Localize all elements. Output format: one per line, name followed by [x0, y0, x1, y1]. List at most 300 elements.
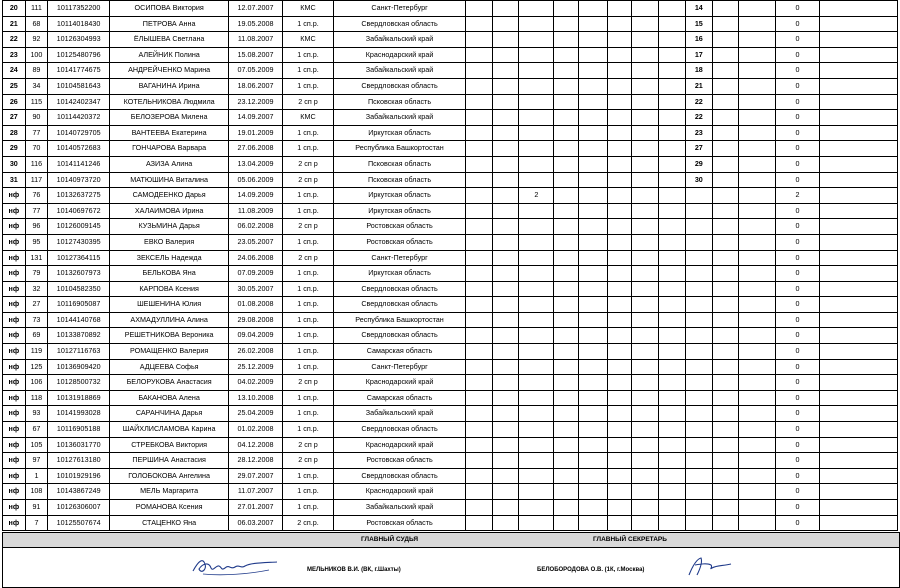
cell-region: Ростовская область — [334, 515, 466, 531]
cell-score-2 — [492, 500, 519, 516]
cell-license-id: 10116905087 — [48, 297, 110, 313]
cell-total: 0 — [776, 63, 819, 79]
cell-region: Самарская область — [334, 390, 466, 406]
cell-start-number: 70 — [25, 141, 48, 157]
cell-start-number: 117 — [25, 172, 48, 188]
cell-extra-1 — [712, 344, 739, 360]
cell-birth-date: 09.04.2009 — [229, 328, 282, 344]
cell-score-8 — [659, 219, 686, 235]
cell-birth-date: 12.07.2007 — [229, 1, 282, 17]
cell-extra-1 — [712, 172, 739, 188]
cell-final-place — [685, 437, 712, 453]
cell-score-3 — [519, 110, 554, 126]
cell-total: 0 — [776, 16, 819, 32]
cell-score-4 — [554, 406, 579, 422]
cell-rank: 1 сп.р. — [282, 63, 333, 79]
cell-score-3 — [519, 484, 554, 500]
cell-total: 0 — [776, 172, 819, 188]
cell-final-place: 22 — [685, 94, 712, 110]
cell-extra-2 — [739, 375, 776, 391]
cell-region: Ростовская область — [334, 219, 466, 235]
cell-note — [819, 328, 897, 344]
cell-region: Забайкальский край — [334, 500, 466, 516]
cell-score-7 — [632, 219, 659, 235]
table-row — [3, 78, 898, 94]
cell-score-5 — [579, 141, 608, 157]
cell-score-4 — [554, 125, 579, 141]
cell-score-1 — [465, 468, 492, 484]
cell-start-number: 119 — [25, 344, 48, 360]
cell-score-2 — [492, 250, 519, 266]
cell-license-id: 10126009145 — [48, 219, 110, 235]
cell-extra-2 — [739, 437, 776, 453]
cell-score-6 — [607, 94, 632, 110]
cell-score-8 — [659, 16, 686, 32]
cell-score-6 — [607, 16, 632, 32]
cell-rank: 1 сп.р. — [282, 141, 333, 157]
cell-athlete-name: БАКАНОВА Алена — [109, 390, 228, 406]
cell-score-1 — [465, 406, 492, 422]
cell-score-5 — [579, 78, 608, 94]
cell-start-number: 32 — [25, 281, 48, 297]
cell-score-7 — [632, 281, 659, 297]
cell-extra-1 — [712, 16, 739, 32]
cell-extra-1 — [712, 234, 739, 250]
cell-total: 0 — [776, 468, 819, 484]
cell-score-6 — [607, 266, 632, 282]
cell-athlete-name: СТАЦЕНКО Яна — [109, 515, 228, 531]
cell-total: 0 — [776, 250, 819, 266]
cell-score-7 — [632, 16, 659, 32]
secretary-name: БЕЛОБОРОДОВА О.В. (1К, г.Москва) — [537, 567, 645, 573]
cell-extra-1 — [712, 468, 739, 484]
cell-score-6 — [607, 344, 632, 360]
cell-score-4 — [554, 219, 579, 235]
cell-score-8 — [659, 312, 686, 328]
cell-extra-2 — [739, 1, 776, 17]
cell-final-place — [685, 422, 712, 438]
cell-score-5 — [579, 312, 608, 328]
cell-score-3 — [519, 219, 554, 235]
cell-score-7 — [632, 250, 659, 266]
cell-score-6 — [607, 359, 632, 375]
cell-athlete-name: ХАЛАИМОВА Ирина — [109, 203, 228, 219]
cell-place: 26 — [3, 94, 26, 110]
cell-place: нф — [3, 328, 26, 344]
cell-extra-2 — [739, 172, 776, 188]
cell-score-8 — [659, 78, 686, 94]
cell-extra-1 — [712, 188, 739, 204]
cell-place: 21 — [3, 16, 26, 32]
cell-extra-1 — [712, 219, 739, 235]
cell-start-number: 115 — [25, 94, 48, 110]
cell-rank: 2 сп р — [282, 453, 333, 469]
cell-score-8 — [659, 250, 686, 266]
cell-score-7 — [632, 32, 659, 48]
cell-extra-1 — [712, 500, 739, 516]
cell-score-8 — [659, 468, 686, 484]
table-row — [3, 468, 898, 484]
cell-note — [819, 281, 897, 297]
cell-score-8 — [659, 203, 686, 219]
table-row — [3, 203, 898, 219]
cell-score-5 — [579, 437, 608, 453]
cell-athlete-name: АЛЕЙНИК Полина — [109, 47, 228, 63]
cell-place: нф — [3, 422, 26, 438]
cell-extra-1 — [712, 359, 739, 375]
cell-score-3: 2 — [519, 188, 554, 204]
table-row — [3, 500, 898, 516]
cell-license-id: 10127613180 — [48, 453, 110, 469]
cell-score-5 — [579, 468, 608, 484]
cell-extra-1 — [712, 266, 739, 282]
cell-license-id: 10126306007 — [48, 500, 110, 516]
table-row — [3, 234, 898, 250]
cell-final-place — [685, 515, 712, 531]
cell-score-5 — [579, 94, 608, 110]
cell-extra-1 — [712, 390, 739, 406]
cell-total: 0 — [776, 32, 819, 48]
cell-total: 0 — [776, 453, 819, 469]
cell-score-4 — [554, 250, 579, 266]
cell-extra-1 — [712, 63, 739, 79]
cell-birth-date: 15.08.2007 — [229, 47, 282, 63]
cell-note — [819, 156, 897, 172]
cell-note — [819, 453, 897, 469]
cell-score-7 — [632, 172, 659, 188]
cell-athlete-name: ПЕРШИНА Анастасия — [109, 453, 228, 469]
cell-place: нф — [3, 453, 26, 469]
cell-note — [819, 468, 897, 484]
cell-score-1 — [465, 500, 492, 516]
table-row — [3, 453, 898, 469]
cell-rank: 1 сп.р. — [282, 406, 333, 422]
table-row — [3, 375, 898, 391]
cell-region: Санкт-Петербург — [334, 250, 466, 266]
cell-score-8 — [659, 359, 686, 375]
cell-score-6 — [607, 141, 632, 157]
cell-final-place: 16 — [685, 32, 712, 48]
cell-total: 0 — [776, 94, 819, 110]
cell-athlete-name: СТРЕБКОВА Виктория — [109, 437, 228, 453]
cell-score-2 — [492, 422, 519, 438]
cell-score-6 — [607, 500, 632, 516]
cell-score-1 — [465, 422, 492, 438]
cell-score-5 — [579, 188, 608, 204]
cell-score-1 — [465, 266, 492, 282]
cell-license-id: 10141141246 — [48, 156, 110, 172]
cell-note — [819, 188, 897, 204]
cell-score-7 — [632, 328, 659, 344]
cell-start-number: 79 — [25, 266, 48, 282]
cell-birth-date: 30.05.2007 — [229, 281, 282, 297]
cell-note — [819, 125, 897, 141]
cell-birth-date: 27.01.2007 — [229, 500, 282, 516]
cell-score-7 — [632, 406, 659, 422]
cell-license-id: 10140973720 — [48, 172, 110, 188]
cell-score-1 — [465, 515, 492, 531]
cell-score-7 — [632, 297, 659, 313]
cell-note — [819, 515, 897, 531]
cell-extra-1 — [712, 203, 739, 219]
cell-score-6 — [607, 437, 632, 453]
table-row — [3, 16, 898, 32]
cell-note — [819, 437, 897, 453]
cell-score-8 — [659, 328, 686, 344]
cell-region: Свердловская область — [334, 16, 466, 32]
cell-score-3 — [519, 125, 554, 141]
cell-score-7 — [632, 375, 659, 391]
cell-score-6 — [607, 468, 632, 484]
cell-score-3 — [519, 297, 554, 313]
cell-score-7 — [632, 359, 659, 375]
cell-start-number: 89 — [25, 63, 48, 79]
cell-extra-1 — [712, 1, 739, 17]
cell-extra-1 — [712, 422, 739, 438]
cell-extra-1 — [712, 328, 739, 344]
cell-start-number: 118 — [25, 390, 48, 406]
cell-score-4 — [554, 94, 579, 110]
cell-total: 0 — [776, 266, 819, 282]
table-row — [3, 47, 898, 63]
cell-score-3 — [519, 422, 554, 438]
cell-license-id: 10114018430 — [48, 16, 110, 32]
cell-final-place — [685, 234, 712, 250]
cell-score-2 — [492, 312, 519, 328]
cell-athlete-name: ОСИПОВА Виктория — [109, 1, 228, 17]
cell-athlete-name: РОМАНОВА Ксения — [109, 500, 228, 516]
cell-score-1 — [465, 110, 492, 126]
cell-score-1 — [465, 250, 492, 266]
cell-score-5 — [579, 47, 608, 63]
cell-score-8 — [659, 94, 686, 110]
cell-score-5 — [579, 359, 608, 375]
cell-extra-2 — [739, 515, 776, 531]
cell-score-7 — [632, 1, 659, 17]
cell-total: 0 — [776, 281, 819, 297]
cell-score-6 — [607, 78, 632, 94]
cell-score-7 — [632, 266, 659, 282]
cell-extra-1 — [712, 281, 739, 297]
cell-total: 0 — [776, 141, 819, 157]
cell-region: Забайкальский край — [334, 406, 466, 422]
cell-score-7 — [632, 484, 659, 500]
cell-start-number: 100 — [25, 47, 48, 63]
cell-place: 30 — [3, 156, 26, 172]
secretary-signature — [685, 553, 735, 579]
cell-total: 0 — [776, 484, 819, 500]
table-row — [3, 94, 898, 110]
cell-extra-2 — [739, 281, 776, 297]
cell-score-7 — [632, 344, 659, 360]
cell-license-id: 10127430395 — [48, 234, 110, 250]
cell-extra-2 — [739, 63, 776, 79]
cell-region: Свердловская область — [334, 297, 466, 313]
cell-score-8 — [659, 47, 686, 63]
cell-score-1 — [465, 375, 492, 391]
cell-rank: 1 сп.р. — [282, 281, 333, 297]
cell-extra-2 — [739, 453, 776, 469]
table-row — [3, 484, 898, 500]
cell-score-2 — [492, 1, 519, 17]
cell-extra-2 — [739, 203, 776, 219]
cell-score-3 — [519, 234, 554, 250]
cell-score-2 — [492, 141, 519, 157]
cell-total: 0 — [776, 156, 819, 172]
cell-birth-date: 27.06.2008 — [229, 141, 282, 157]
cell-place: нф — [3, 312, 26, 328]
cell-region: Иркутская область — [334, 266, 466, 282]
cell-score-4 — [554, 375, 579, 391]
cell-rank: 2 сп.р. — [282, 515, 333, 531]
cell-score-1 — [465, 281, 492, 297]
cell-score-4 — [554, 141, 579, 157]
table-row — [3, 312, 898, 328]
cell-extra-2 — [739, 390, 776, 406]
cell-final-place — [685, 484, 712, 500]
cell-place: нф — [3, 468, 26, 484]
cell-athlete-name: ЗЕКСЕЛЬ Надежда — [109, 250, 228, 266]
cell-final-place — [685, 266, 712, 282]
cell-region: Иркутская область — [334, 125, 466, 141]
cell-score-8 — [659, 110, 686, 126]
cell-score-7 — [632, 422, 659, 438]
cell-athlete-name: ЕВКО Валерия — [109, 234, 228, 250]
cell-final-place — [685, 406, 712, 422]
cell-score-1 — [465, 390, 492, 406]
cell-final-place — [685, 281, 712, 297]
cell-score-4 — [554, 328, 579, 344]
cell-total: 0 — [776, 328, 819, 344]
cell-extra-1 — [712, 32, 739, 48]
cell-score-1 — [465, 94, 492, 110]
cell-score-8 — [659, 484, 686, 500]
cell-region: Республика Башкортостан — [334, 312, 466, 328]
cell-score-5 — [579, 203, 608, 219]
cell-extra-2 — [739, 328, 776, 344]
cell-rank: КМС — [282, 110, 333, 126]
cell-score-2 — [492, 188, 519, 204]
cell-region: Краснодарский край — [334, 484, 466, 500]
cell-score-4 — [554, 297, 579, 313]
cell-score-2 — [492, 453, 519, 469]
cell-total: 2 — [776, 188, 819, 204]
cell-score-1 — [465, 219, 492, 235]
cell-score-5 — [579, 500, 608, 516]
cell-birth-date: 06.03.2007 — [229, 515, 282, 531]
cell-birth-date: 23.05.2007 — [229, 234, 282, 250]
cell-score-2 — [492, 94, 519, 110]
cell-score-2 — [492, 234, 519, 250]
cell-region: Самарская область — [334, 344, 466, 360]
cell-score-1 — [465, 141, 492, 157]
cell-score-8 — [659, 297, 686, 313]
cell-score-4 — [554, 281, 579, 297]
cell-score-4 — [554, 156, 579, 172]
cell-score-6 — [607, 203, 632, 219]
cell-extra-2 — [739, 344, 776, 360]
cell-license-id: 10114420372 — [48, 110, 110, 126]
cell-score-2 — [492, 203, 519, 219]
cell-score-8 — [659, 500, 686, 516]
cell-score-3 — [519, 78, 554, 94]
cell-place: нф — [3, 250, 26, 266]
cell-athlete-name: БЕЛЬКОВА Яна — [109, 266, 228, 282]
cell-start-number: 125 — [25, 359, 48, 375]
cell-final-place — [685, 188, 712, 204]
cell-note — [819, 250, 897, 266]
cell-start-number: 91 — [25, 500, 48, 516]
cell-start-number: 108 — [25, 484, 48, 500]
cell-license-id: 10104581643 — [48, 78, 110, 94]
cell-score-5 — [579, 422, 608, 438]
cell-score-3 — [519, 203, 554, 219]
cell-rank: 2 сп р — [282, 94, 333, 110]
cell-extra-2 — [739, 468, 776, 484]
cell-score-5 — [579, 125, 608, 141]
cell-note — [819, 219, 897, 235]
cell-score-6 — [607, 297, 632, 313]
cell-score-3 — [519, 468, 554, 484]
cell-score-2 — [492, 63, 519, 79]
cell-rank: 1 сп.р. — [282, 484, 333, 500]
cell-extra-1 — [712, 78, 739, 94]
cell-start-number: 69 — [25, 328, 48, 344]
cell-score-4 — [554, 32, 579, 48]
table-row — [3, 250, 898, 266]
table-row — [3, 219, 898, 235]
cell-score-6 — [607, 312, 632, 328]
cell-place: нф — [3, 297, 26, 313]
table-row — [3, 125, 898, 141]
cell-note — [819, 141, 897, 157]
cell-score-2 — [492, 328, 519, 344]
cell-total: 0 — [776, 375, 819, 391]
cell-note — [819, 47, 897, 63]
cell-place: нф — [3, 359, 26, 375]
cell-score-3 — [519, 172, 554, 188]
cell-place: нф — [3, 390, 26, 406]
secretary-title: ГЛАВНЫЙ СЕКРЕТАРЬ — [593, 536, 667, 543]
cell-place: 27 — [3, 110, 26, 126]
cell-total: 0 — [776, 406, 819, 422]
cell-score-2 — [492, 406, 519, 422]
cell-place: 22 — [3, 32, 26, 48]
cell-start-number: 27 — [25, 297, 48, 313]
cell-total: 0 — [776, 515, 819, 531]
table-row — [3, 141, 898, 157]
cell-athlete-name: ПЕТРОВА Анна — [109, 16, 228, 32]
cell-place: 31 — [3, 172, 26, 188]
cell-region: Псковская область — [334, 172, 466, 188]
cell-score-5 — [579, 406, 608, 422]
cell-rank: 1 сп.р. — [282, 312, 333, 328]
cell-place: нф — [3, 484, 26, 500]
cell-extra-1 — [712, 453, 739, 469]
table-row — [3, 156, 898, 172]
cell-score-5 — [579, 156, 608, 172]
cell-birth-date: 25.12.2009 — [229, 359, 282, 375]
cell-extra-1 — [712, 156, 739, 172]
cell-birth-date: 11.07.2007 — [229, 484, 282, 500]
cell-rank: 2 сп р — [282, 437, 333, 453]
cell-score-7 — [632, 390, 659, 406]
cell-license-id: 10132637275 — [48, 188, 110, 204]
cell-birth-date: 19.05.2008 — [229, 16, 282, 32]
cell-final-place — [685, 312, 712, 328]
cell-extra-1 — [712, 47, 739, 63]
cell-rank: 1 сп.р. — [282, 78, 333, 94]
